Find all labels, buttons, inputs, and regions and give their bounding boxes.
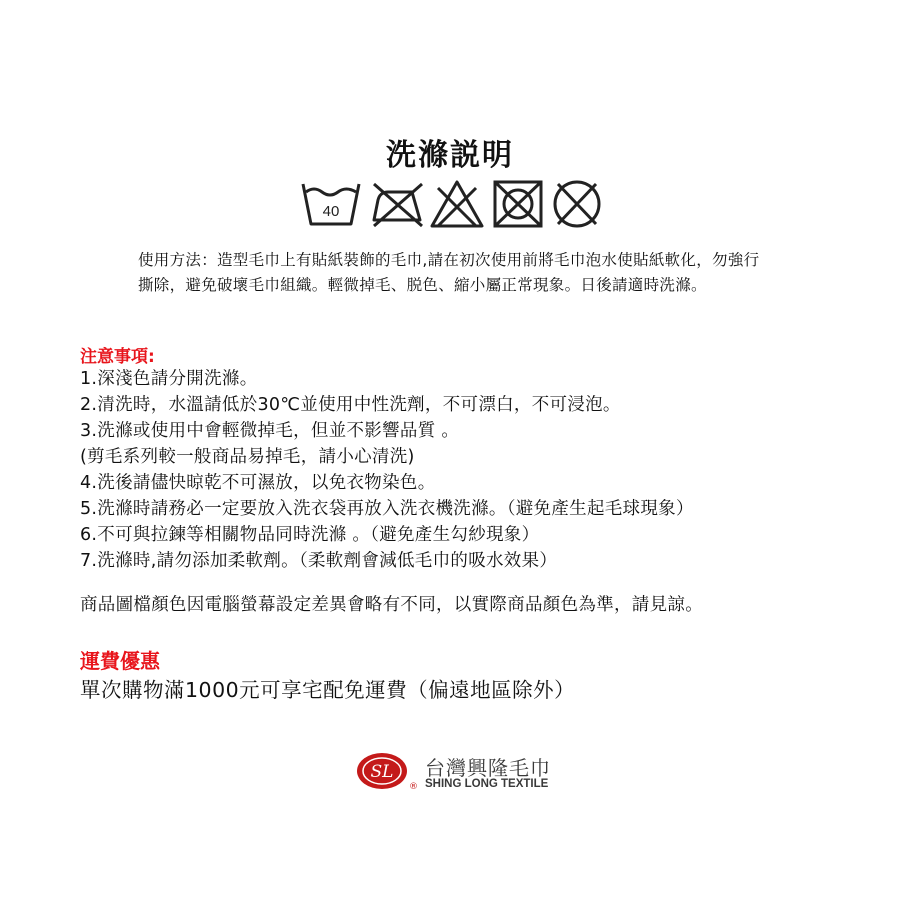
list-item: 6.不可與拉鍊等相關物品同時洗滌 。（避免產生勾紗現象）	[80, 525, 540, 545]
brand-name-cn: 台灣興隆毛巾	[425, 756, 551, 780]
no-iron-icon	[368, 178, 426, 230]
list-item: (剪毛系列較一般商品易掉毛，請小心清洗)	[80, 447, 415, 467]
color-disclaimer: 商品圖檔顏色因電腦螢幕設定差異會略有不同，以實際商品顏色為準，請見諒。	[80, 595, 703, 615]
care-icons	[300, 178, 605, 234]
list-item: 3.洗滌或使用中會輕微掉毛，但並不影響品質 。	[80, 421, 460, 441]
brand	[355, 750, 575, 798]
page-title: 洗滌説明	[386, 138, 514, 173]
list-item: 7.洗滌時,請勿添加柔軟劑。（柔軟劑會減低毛巾的吸水效果）	[80, 551, 558, 571]
no-bleach-icon	[428, 178, 486, 230]
list-item: 4.洗後請儘快晾乾不可濕放，以免衣物染色。	[80, 473, 436, 493]
list-item: 5.洗滌時請務必一定要放入洗衣袋再放入洗衣機洗滌。（避免產生起毛球現象）	[80, 499, 694, 519]
svg-text:SL: SL	[370, 762, 394, 782]
registered-mark: ®	[409, 782, 418, 792]
notes-heading: 注意事項:	[80, 347, 155, 367]
no-dry-clean-icon	[550, 178, 604, 230]
notes-list	[80, 366, 880, 574]
brand-logo	[355, 750, 411, 792]
wash-40-icon	[300, 178, 362, 230]
list-item: 1.深淺色請分開洗滌。	[80, 369, 258, 389]
no-tumble-dry-icon	[490, 178, 546, 230]
list-item: 2.清洗時，水溫請低於30℃並使用中性洗劑，不可漂白，不可浸泡。	[80, 395, 621, 415]
usage-instructions: 使用方法：造型毛巾上有貼紙裝飾的毛巾,請在初次使用前將毛巾泡水使貼紙軟化，勿強行撕除，避免破壞毛巾組織。輕微掉毛、脱色、縮小屬正常現象。日後請適時洗滌。	[138, 251, 760, 294]
svg-text:40: 40	[322, 203, 340, 220]
shipping-heading: 運費優惠	[80, 649, 160, 673]
shipping-text: 單次購物滿1000元可享宅配免運費（偏遠地區除外）	[80, 678, 576, 702]
brand-name-en: SHING LONG TEXTILE	[425, 778, 549, 790]
